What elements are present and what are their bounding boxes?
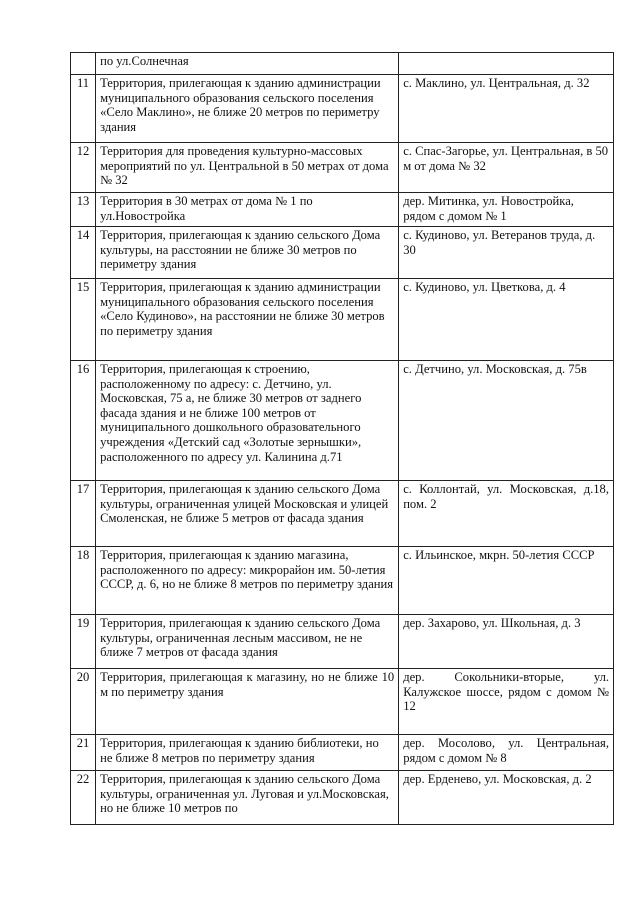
table-row (71, 361, 614, 481)
row-address: дер. Сокольники-вторые, ул. Калужское шоссе, рядом с домом № 12 (399, 669, 614, 735)
row-address: с. Маклино, ул. Центральная, д. 32 (399, 75, 614, 143)
table-row (71, 481, 614, 547)
row-number: 18 (71, 547, 96, 615)
row-description: Территория, прилегающая к зданию библиотеки, но не ближе 8 метров по периметру здания (96, 735, 399, 771)
table-row (71, 669, 614, 735)
row-address: с. Коллонтай, ул. Московская, д.18, пом. 2 (399, 481, 614, 547)
table-body (71, 53, 614, 825)
table-row (71, 615, 614, 669)
row-description: Территория, прилегающая к зданию магазина, расположенного по адресу: микрорайон им. 50-летия СССР, д. 6, но не ближе 8 метров по периметру здания (96, 547, 399, 615)
row-description: Территория для проведения культурно-массовых мероприятий по ул. Центральной в 50 метрах от дома № 32 (96, 143, 399, 193)
row-description: Территория, прилегающая к зданию сельского Дома культуры, на расстоянии не ближе 30 метров по периметру здания (96, 227, 399, 279)
table-row (71, 53, 614, 75)
row-address: дер. Митинка, ул. Новостройка, рядом с домом № 1 (399, 193, 614, 227)
row-address: дер. Мосолово, ул. Центральная, рядом с домом № 8 (399, 735, 614, 771)
row-number: 20 (71, 669, 96, 735)
row-address (399, 53, 614, 75)
row-address: с. Детчино, ул. Московская, д. 75в (399, 361, 614, 481)
row-address: с. Ильинское, мкрн. 50-летия СССР (399, 547, 614, 615)
row-address: с. Спас-Загорье, ул. Центральная, в 50 м от дома № 32 (399, 143, 614, 193)
row-number: 12 (71, 143, 96, 193)
table-row (71, 771, 614, 825)
row-address: дер. Захарово, ул. Школьная, д. 3 (399, 615, 614, 669)
row-number (71, 53, 96, 75)
table-row (71, 279, 614, 361)
table-row (71, 75, 614, 143)
row-address: дер. Ерденево, ул. Московская, д. 2 (399, 771, 614, 825)
table-row (71, 193, 614, 227)
table-row (71, 547, 614, 615)
row-number: 13 (71, 193, 96, 227)
row-number: 14 (71, 227, 96, 279)
row-description: Территория, прилегающая к зданию администрации муниципального образования сельского поселения «Село Кудиново», на расстоянии не ближе 30 метров по периметру здания (96, 279, 399, 361)
row-number: 16 (71, 361, 96, 481)
table-row (71, 143, 614, 193)
row-description: Территория, прилегающая к магазину, но не ближе 10 м по периметру здания (96, 669, 399, 735)
row-number: 19 (71, 615, 96, 669)
row-description: Территория, прилегающая к зданию сельского Дома культуры, ограниченная улицей Московская и улицей Смоленская, не ближе 5 метров от фасада здания (96, 481, 399, 547)
territory-table (70, 52, 614, 825)
row-description: Территория, прилегающая к зданию сельского Дома культуры, ограниченная ул. Луговая и ул.Московская, но не ближе 10 метров по (96, 771, 399, 825)
row-address: с. Кудиново, ул. Цветкова, д. 4 (399, 279, 614, 361)
table-row (71, 227, 614, 279)
row-description: по ул.Солнечная (96, 53, 399, 75)
row-number: 11 (71, 75, 96, 143)
row-number: 22 (71, 771, 96, 825)
row-description: Территория, прилегающая к зданию администрации муниципального образования сельского поселения «Село Маклино», не ближе 20 метров по периметру здания (96, 75, 399, 143)
row-description: Территория в 30 метрах от дома № 1 по ул.Новостройка (96, 193, 399, 227)
row-description: Территория, прилегающая к зданию сельского Дома культуры, ограниченная лесным массивом, не не ближе 7 метров от фасада здания (96, 615, 399, 669)
table-row (71, 735, 614, 771)
row-number: 17 (71, 481, 96, 547)
row-description: Территория, прилегающая к строению, расположенному по адресу: с. Детчино, ул. Московская, 75 а, не ближе 30 метров от заднего фасада здания и не ближе 100 метров от муниципального дошкольного образовательного учреждения «Детский сад «Золотые зернышки», расположенного по адресу ул. Калинина д.71 (96, 361, 399, 481)
row-number: 15 (71, 279, 96, 361)
row-address: с. Кудиново, ул. Ветеранов труда, д. 30 (399, 227, 614, 279)
row-number: 21 (71, 735, 96, 771)
